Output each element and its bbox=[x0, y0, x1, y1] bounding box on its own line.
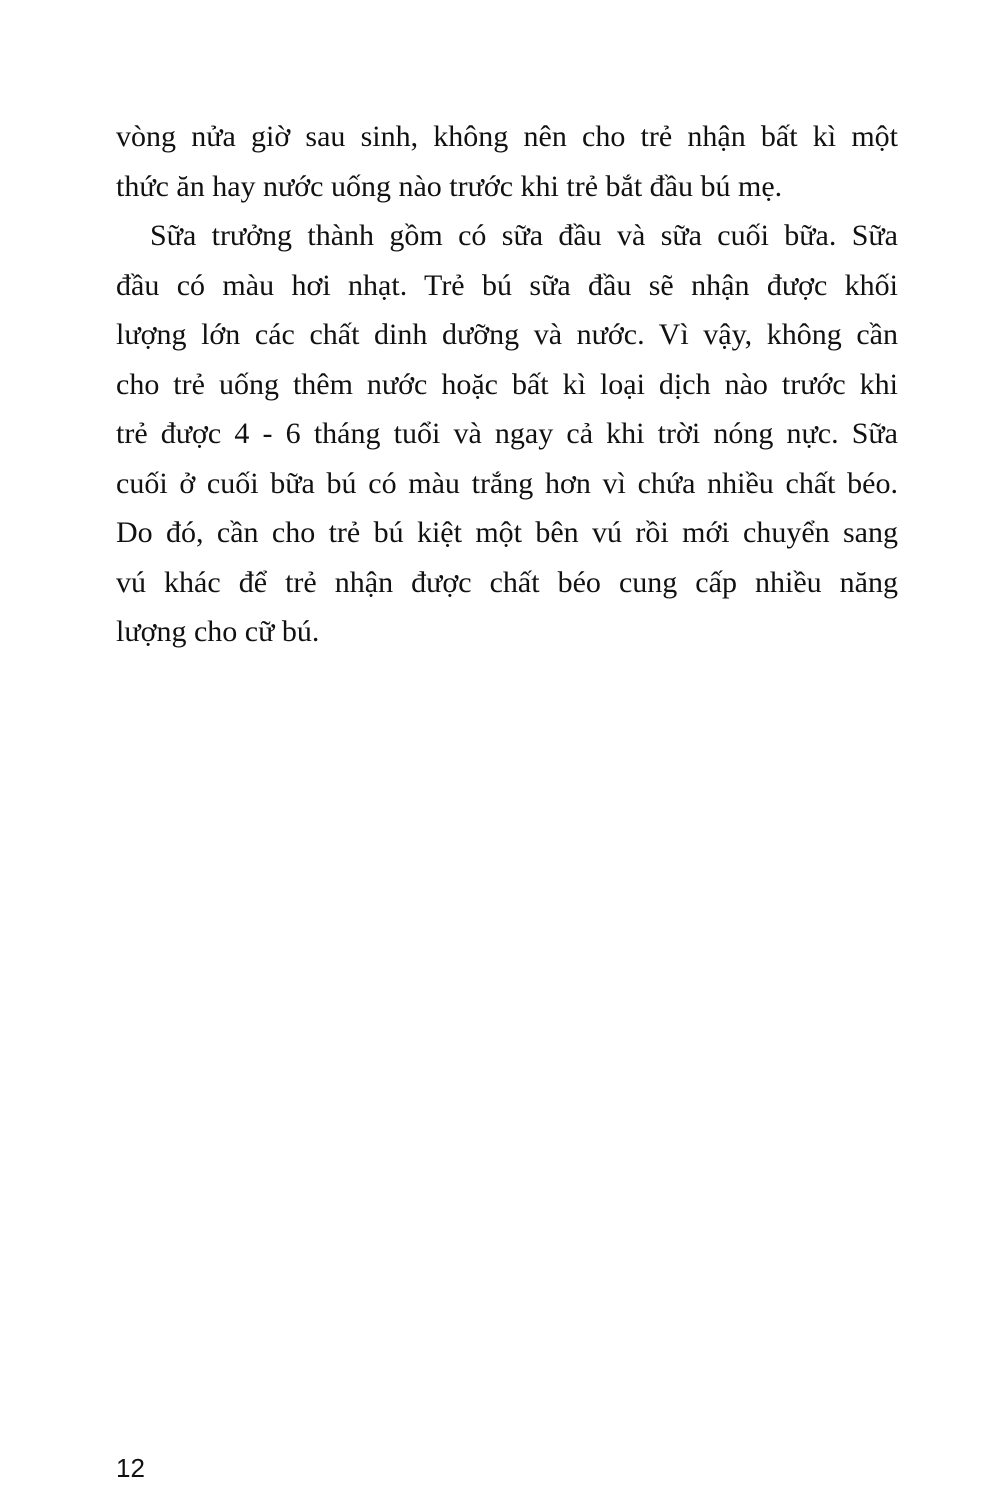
paragraph-1 bbox=[116, 112, 898, 211]
paragraph-2-line-3: lượng lớn các chất dinh dưỡng và nước. Vì vậy, không cần bbox=[116, 318, 898, 351]
paragraph-1-line-1: vòng nửa giờ sau sinh, không nên cho trẻ nhận bất kì một bbox=[116, 120, 898, 153]
paragraph-2-line-2: đầu có màu hơi nhạt. Trẻ bú sữa đầu sẽ nhận được khối bbox=[116, 268, 898, 302]
paragraph-2 bbox=[116, 211, 898, 657]
paragraph-2-line-8: vú khác để trẻ nhận được chất béo cung cấp nhiều năng bbox=[116, 565, 898, 599]
paragraph-2-line-1: Sữa trưởng thành gồm có sữa đầu và sữa cuối bữa. Sữa bbox=[150, 219, 898, 252]
page-number: 12 bbox=[116, 1453, 145, 1483]
paragraph-2-line-6: cuối ở cuối bữa bú có màu trắng hơn vì chứa nhiều chất béo. bbox=[116, 466, 898, 500]
paragraph-2-line-9: lượng cho cữ bú. bbox=[116, 615, 320, 648]
paragraph-2-line-7: Do đó, cần cho trẻ bú kiệt một bên vú rồi mới chuyển sang bbox=[116, 516, 898, 549]
body-text bbox=[116, 112, 898, 657]
paragraph-1-line-2: thức ăn hay nước uống nào trước khi trẻ bắt đầu bú mẹ. bbox=[116, 169, 783, 203]
paragraph-2-line-4: cho trẻ uống thêm nước hoặc bất kì loại dịch nào trước khi bbox=[116, 367, 898, 401]
paragraph-2-line-5: trẻ được 4 - 6 tháng tuổi và ngay cả khi trời nóng nực. Sữa bbox=[116, 417, 898, 450]
